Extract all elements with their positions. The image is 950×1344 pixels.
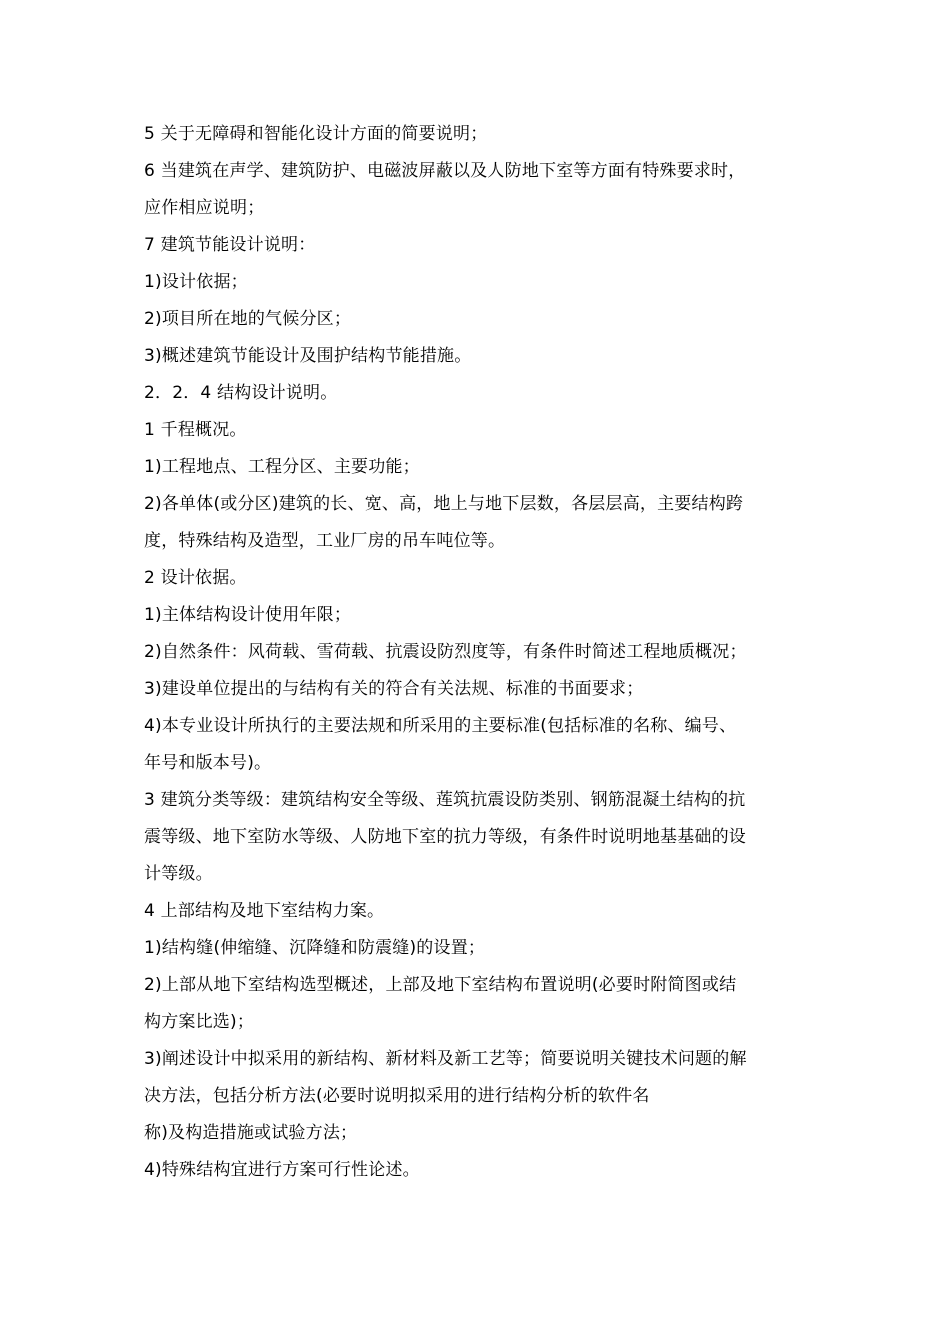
text-line: 2 设计依据。 (144, 568, 247, 588)
text-line: 3)建设单位提出的与结构有关的符合有关法规、标准的书面要求； (144, 679, 644, 699)
text-line: 3 建筑分类等级：建筑结构安全等级、莲筑抗震设防类别、钢筋混凝土结构的抗 (144, 790, 746, 810)
text-line: 6 当建筑在声学、建筑防护、电磁波屏蔽以及人防地下室等方面有特殊要求时， (144, 161, 746, 181)
text-line: 震等级、地下室防水等级、人防地下室的抗力等级，有条件时说明地基基础的设 (144, 827, 746, 847)
text-line: 构方案比选)； (144, 1012, 255, 1032)
text-line: 应作相应说明； (144, 198, 265, 218)
text-line: 1)主体结构设计使用年限； (144, 605, 352, 625)
text-line: 3)概述建筑节能设计及围护结构节能措施。 (144, 346, 472, 366)
text-line: 决方法，包括分析方法(必要时说明拟采用的进行结构分析的软件名 (144, 1086, 650, 1106)
document-body (144, 116, 814, 1189)
text-line: 计等级。 (144, 864, 213, 884)
text-line: 4 上部结构及地下室结构力案。 (144, 901, 385, 921)
text-line: 1)设计依据； (144, 272, 248, 292)
text-line: 度，特殊结构及造型，工业厂房的吊车吨位等。 (144, 531, 506, 551)
text-line: 2)自然条件：风荷载、雪荷载、抗震设防烈度等，有条件时简述工程地质概况； (144, 642, 747, 662)
text-line: 2)上部从地下室结构选型概述，上部及地下室结构布置说明(必要时附简图或结 (144, 975, 737, 995)
text-line: 2)各单体(或分区)建筑的长、宽、高，地上与地下层数，各层层高，主要结构跨 (144, 494, 744, 514)
text-line: 1)工程地点、工程分区、主要功能； (144, 457, 420, 477)
text-line: 2)项目所在地的气候分区； (144, 309, 352, 329)
text-line: 4)特殊结构宜进行方案可行性论述。 (144, 1160, 420, 1180)
text-line: 1)结构缝(伸缩缝、沉降缝和防震缝)的设置； (144, 938, 486, 958)
text-line: 1 千程概况。 (144, 420, 247, 440)
text-line: 年号和版本号)。 (144, 753, 272, 773)
text-line: 称)及构造措施或试验方法； (144, 1123, 358, 1143)
section-heading: 2．2．4 结构设计说明。 (144, 383, 338, 403)
text-line: 4)本专业设计所执行的主要法规和所采用的主要标准(包括标准的名称、编号、 (144, 716, 737, 736)
text-line: 3)阐述设计中拟采用的新结构、新材料及新工艺等；简要说明关键技术问题的解 (144, 1049, 747, 1069)
text-line: 5 关于无障碍和智能化设计方面的简要说明； (144, 124, 488, 144)
text-line: 7 建筑节能设计说明： (144, 235, 316, 255)
